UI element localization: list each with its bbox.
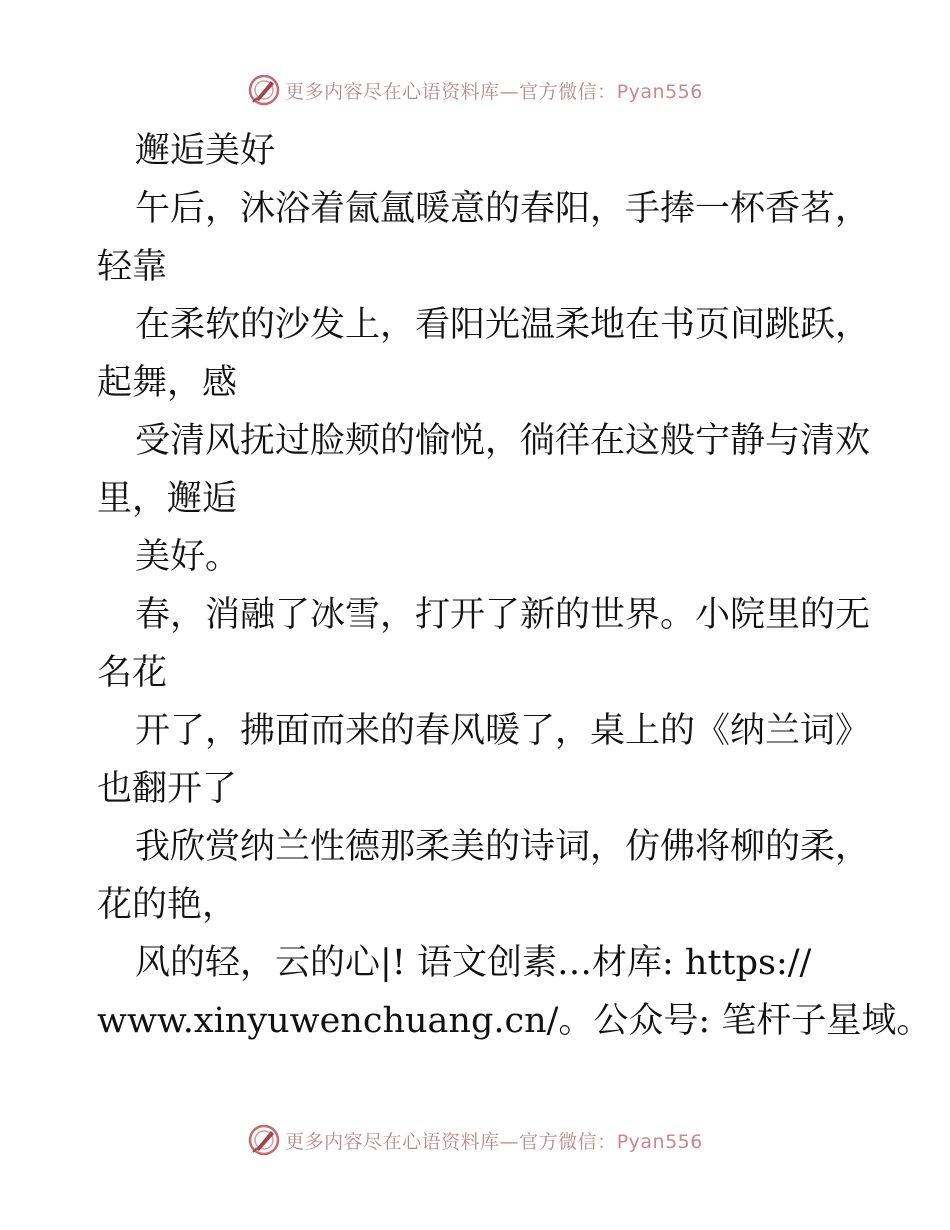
doc-line: 午后，沐浴着氤氲暖意的春阳，手捧一杯香茗， — [135, 189, 871, 229]
footer-brand: 更多内容尽在心语资料库 — [285, 1130, 500, 1153]
footer-official-label: 官方微信： — [519, 1130, 617, 1153]
footer-wechat-id: Pyan556 — [616, 1130, 703, 1153]
doc-line: 轻靠 — [97, 247, 168, 287]
doc-line: www.xinyuwenchuang.cn/。公众号: 笔杆子星域。 — [97, 1001, 932, 1041]
doc-line: 起舞，感 — [97, 363, 238, 403]
doc-line: 风的轻，云的心|! 语文创素…材库: https:// — [135, 943, 812, 983]
doc-line: 我欣赏纳兰性德那柔美的诗词，仿佛将柳的柔， — [135, 827, 871, 867]
footer-separator: — — [499, 1130, 520, 1153]
document-body — [97, 122, 932, 1050]
header-banner — [0, 70, 950, 110]
doc-line: 在柔软的沙发上，看阳光温柔地在书页间跳跃， — [135, 305, 871, 345]
doc-line: 美好。 — [135, 537, 241, 577]
doc-title: 邂逅美好 — [135, 131, 276, 171]
doc-line: 也翻开了 — [97, 769, 238, 809]
doc-line: 名花 — [97, 653, 168, 693]
footer-banner — [0, 1120, 950, 1160]
header-brand: 更多内容尽在心语资料库 — [285, 80, 500, 103]
header-wechat-id: Pyan556 — [616, 80, 703, 103]
feather-pen-logo-icon — [247, 1123, 281, 1157]
doc-line: 花的艳， — [97, 885, 238, 925]
doc-line: 受清风抚过脸颊的愉悦，徜徉在这般宁静与清欢 — [135, 421, 871, 461]
doc-line: 里，邂逅 — [97, 479, 238, 519]
header-official-label: 官方微信： — [519, 80, 617, 103]
feather-pen-logo-icon — [247, 73, 281, 107]
header-separator: — — [499, 80, 520, 103]
footer-banner-text — [285, 1127, 703, 1154]
doc-line: 春，消融了冰雪，打开了新的世界。小院里的无 — [135, 595, 871, 635]
header-banner-text — [285, 77, 703, 104]
doc-line: 开了，拂面而来的春风暖了，桌上的《纳兰词》 — [135, 711, 871, 751]
